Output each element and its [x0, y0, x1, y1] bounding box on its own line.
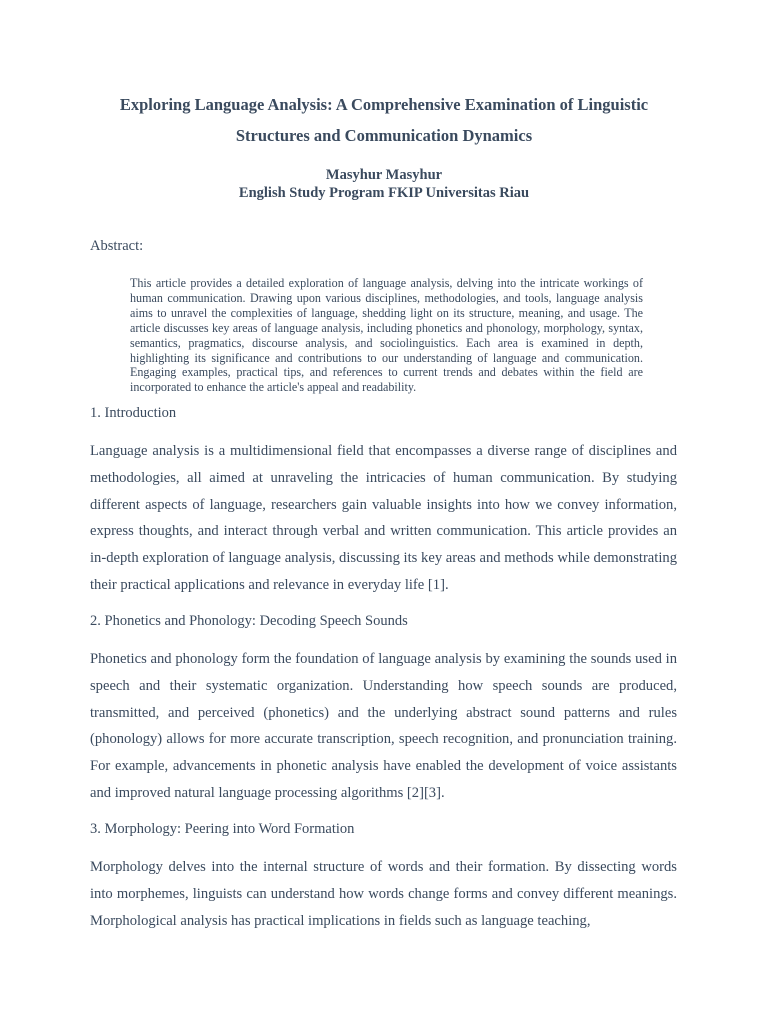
- abstract-label: Abstract:: [90, 238, 144, 254]
- section-heading-phonetics: 2. Phonetics and Phonology: Decoding Speech Sounds: [90, 613, 408, 629]
- section-heading-morphology: 3. Morphology: Peering into Word Formation: [90, 821, 355, 837]
- title-line-1: Exploring Language Analysis: A Comprehensive Examination of Linguistic: [119, 95, 649, 114]
- section-body-phonetics: Phonetics and phonology form the foundation of language analysis by examining the sounds used in speech and their systematic organization. Understanding how speech sounds are produced, transmitted, and perceived (phonetics) and the underlying abstract sound patterns and rules (phonology) allows for more accurate transcription, speech recognition, and pronunciation training. For example, advancements in phonetic analysis have enabled the development of voice assistants and improved natural language processing algorithms [2][3].: [90, 651, 677, 801]
- section-body-morphology: Morphology delves into the internal structure of words and their formation. By dissecting words into morphemes, linguists can understand how words change forms and convey different meanings. Morphological analysis has practical implications in fields such as language teaching,: [90, 859, 677, 929]
- author-name: Masyhur Masyhur: [325, 167, 443, 183]
- paper-title: [80, 89, 688, 151]
- abstract-text: This article provides a detailed exploration of language analysis, delving into the intricate workings of human communication. Drawing upon various disciplines, methodologies, and tools, language analysis aims to unravel the complexities of language, shedding light on its structure, meaning, and usage. The article discusses key areas of language analysis, including phonetics and phonology, morphology, syntax, semantics, pragmatics, discourse analysis, and sociolinguistics. Each area is examined in depth, highlighting its significance and contributions to our understanding of language and communication. Engaging examples, practical tips, and references to current trends and debates within the field are incorporated to enhance the article's appeal and readability.: [130, 276, 643, 395]
- section-body-introduction: Language analysis is a multidimensional field that encompasses a diverse range of disciplines and methodologies, all aimed at unraveling the intricacies of human communication. By studying different aspects of language, researchers gain valuable insights into how we convey information, express thoughts, and interact through verbal and written communication. This article provides an in-depth exploration of language analysis, discussing its key areas and methods while demonstrating their practical applications and relevance in everyday life [1].: [90, 443, 677, 593]
- author-block: [80, 166, 688, 202]
- author-affiliation: English Study Program FKIP Universitas Riau: [238, 185, 530, 201]
- section-heading-introduction: 1. Introduction: [90, 405, 177, 421]
- title-line-2: Structures and Communication Dynamics: [235, 126, 533, 145]
